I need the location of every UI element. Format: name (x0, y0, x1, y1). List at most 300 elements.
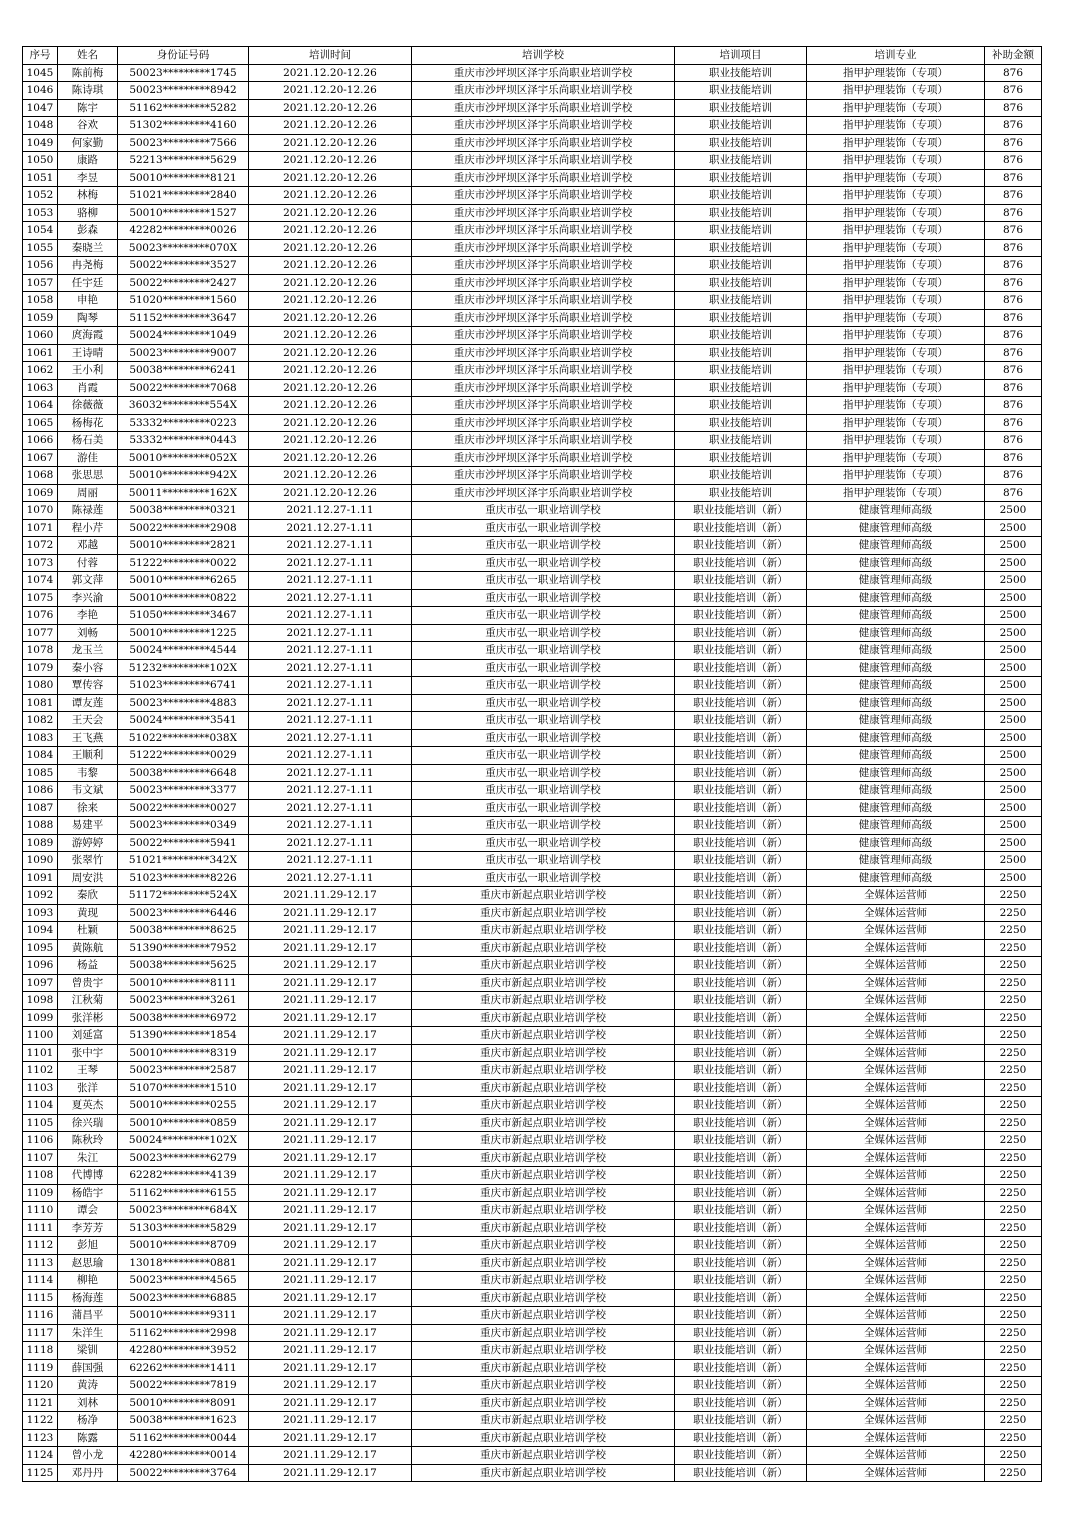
training-major-cell: 全媒体运营师 (807, 1412, 985, 1430)
training-time-cell: 2021.12.20-12.26 (249, 379, 412, 397)
training-time-cell: 2021.12.27-1.11 (249, 694, 412, 712)
id-number-cell: 50023*********2587 (118, 1062, 249, 1080)
training-school-cell: 重庆市新起点职业培训学校 (412, 1079, 675, 1097)
training-school-cell: 重庆市沙坪坝区泽宇乐尚职业培训学校 (412, 484, 675, 502)
training-project-cell: 职业技能培训（新） (675, 747, 807, 765)
subsidy-amount-cell: 2250 (985, 1079, 1042, 1097)
training-major-cell: 全媒体运营师 (807, 1429, 985, 1447)
id-number-cell: 51162*********0044 (118, 1429, 249, 1447)
name-cell: 杨石美 (58, 432, 118, 450)
name-cell: 张思思 (58, 467, 118, 485)
name-cell: 韦黎 (58, 764, 118, 782)
training-time-cell: 2021.12.27-1.11 (249, 712, 412, 730)
training-major-cell: 指甲护理装饰（专项） (807, 414, 985, 432)
subsidy-amount-cell: 2250 (985, 1412, 1042, 1430)
subsidy-amount-cell: 2500 (985, 589, 1042, 607)
name-cell: 朱洋生 (58, 1324, 118, 1342)
name-cell: 任宇廷 (58, 274, 118, 292)
id-number-cell: 51162*********2998 (118, 1324, 249, 1342)
subsidy-amount-cell: 876 (985, 292, 1042, 310)
id-number-cell: 42282*********0026 (118, 222, 249, 240)
subsidy-amount-cell: 2500 (985, 554, 1042, 572)
seq-cell: 1120 (23, 1377, 58, 1395)
training-time-cell: 2021.12.20-12.26 (249, 449, 412, 467)
seq-cell: 1090 (23, 852, 58, 870)
seq-cell: 1065 (23, 414, 58, 432)
subsidy-amount-cell: 2250 (985, 1097, 1042, 1115)
name-cell: 刘延富 (58, 1027, 118, 1045)
training-school-cell: 重庆市新起点职业培训学校 (412, 1377, 675, 1395)
subsidy-amount-cell: 876 (985, 414, 1042, 432)
id-number-cell: 50023*********3377 (118, 782, 249, 800)
training-project-cell: 职业技能培训 (675, 362, 807, 380)
id-number-cell: 50010*********6265 (118, 572, 249, 590)
table-header (23, 47, 1042, 65)
training-school-cell: 重庆市新起点职业培训学校 (412, 1307, 675, 1325)
id-number-cell: 53332*********0223 (118, 414, 249, 432)
training-major-cell: 全媒体运营师 (807, 1044, 985, 1062)
table-row (23, 1289, 1042, 1307)
training-project-cell: 职业技能培训（新） (675, 1324, 807, 1342)
training-project-cell: 职业技能培训（新） (675, 677, 807, 695)
table-row (23, 712, 1042, 730)
training-school-cell: 重庆市新起点职业培训学校 (412, 1219, 675, 1237)
subsidy-amount-cell: 2250 (985, 992, 1042, 1010)
training-project-cell: 职业技能培训（新） (675, 1079, 807, 1097)
training-project-cell: 职业技能培训 (675, 99, 807, 117)
table-row (23, 747, 1042, 765)
training-time-cell: 2021.12.27-1.11 (249, 729, 412, 747)
training-major-cell: 健康管理师高级 (807, 607, 985, 625)
id-number-cell: 51162*********6155 (118, 1184, 249, 1202)
id-number-cell: 50038*********6241 (118, 362, 249, 380)
subsidy-amount-cell: 2250 (985, 1289, 1042, 1307)
name-cell: 梁钏 (58, 1342, 118, 1360)
id-number-cell: 42280*********0014 (118, 1447, 249, 1465)
training-time-cell: 2021.11.29-12.17 (249, 1132, 412, 1150)
training-school-cell: 重庆市弘一职业培训学校 (412, 607, 675, 625)
training-school-cell: 重庆市新起点职业培训学校 (412, 1237, 675, 1255)
table-row (23, 1272, 1042, 1290)
table-row (23, 117, 1042, 135)
training-major-cell: 指甲护理装饰（专项） (807, 187, 985, 205)
subsidy-amount-cell: 2500 (985, 537, 1042, 555)
subsidy-amount-cell: 2250 (985, 904, 1042, 922)
training-school-cell: 重庆市弘一职业培训学校 (412, 589, 675, 607)
id-number-cell: 50023*********6885 (118, 1289, 249, 1307)
seq-cell: 1113 (23, 1254, 58, 1272)
name-cell: 李芳芳 (58, 1219, 118, 1237)
subsidy-amount-cell: 2500 (985, 834, 1042, 852)
subsidy-amount-cell: 2250 (985, 1429, 1042, 1447)
name-cell: 彭森 (58, 222, 118, 240)
seq-cell: 1068 (23, 467, 58, 485)
table-row (23, 257, 1042, 275)
subsidy-amount-cell: 876 (985, 64, 1042, 82)
training-school-cell: 重庆市新起点职业培训学校 (412, 1167, 675, 1185)
table-row (23, 1394, 1042, 1412)
table-row (23, 939, 1042, 957)
table-row (23, 607, 1042, 625)
seq-cell: 1102 (23, 1062, 58, 1080)
table-body (23, 64, 1042, 1482)
table-row (23, 1412, 1042, 1430)
training-school-cell: 重庆市沙坪坝区泽宇乐尚职业培训学校 (412, 134, 675, 152)
training-school-cell: 重庆市弘一职业培训学校 (412, 799, 675, 817)
training-project-cell: 职业技能培训（新） (675, 502, 807, 520)
training-project-cell: 职业技能培训（新） (675, 694, 807, 712)
training-time-cell: 2021.12.20-12.26 (249, 117, 412, 135)
name-cell: 张洋彬 (58, 1009, 118, 1027)
training-school-cell: 重庆市弘一职业培训学校 (412, 642, 675, 660)
id-number-cell: 50011*********162X (118, 484, 249, 502)
training-project-cell: 职业技能培训（新） (675, 869, 807, 887)
training-time-cell: 2021.11.29-12.17 (249, 922, 412, 940)
training-project-cell: 职业技能培训（新） (675, 1272, 807, 1290)
name-cell: 徐来 (58, 799, 118, 817)
training-project-cell: 职业技能培训 (675, 82, 807, 100)
id-number-cell: 51022*********038X (118, 729, 249, 747)
training-school-cell: 重庆市沙坪坝区泽宇乐尚职业培训学校 (412, 82, 675, 100)
training-project-cell: 职业技能培训 (675, 169, 807, 187)
training-time-cell: 2021.11.29-12.17 (249, 957, 412, 975)
training-major-cell: 指甲护理装饰（专项） (807, 309, 985, 327)
name-cell: 陈禄莲 (58, 502, 118, 520)
id-number-cell: 42280*********3952 (118, 1342, 249, 1360)
training-school-cell: 重庆市沙坪坝区泽宇乐尚职业培训学校 (412, 379, 675, 397)
id-number-cell: 51302*********4160 (118, 117, 249, 135)
id-number-cell: 50024*********3541 (118, 712, 249, 730)
training-major-cell: 健康管理师高级 (807, 624, 985, 642)
training-time-cell: 2021.12.27-1.11 (249, 782, 412, 800)
seq-cell: 1056 (23, 257, 58, 275)
name-cell: 秦晓兰 (58, 239, 118, 257)
training-major-cell: 全媒体运营师 (807, 1342, 985, 1360)
seq-cell: 1072 (23, 537, 58, 555)
training-major-cell: 全媒体运营师 (807, 1202, 985, 1220)
training-project-cell: 职业技能培训 (675, 414, 807, 432)
table-row (23, 1149, 1042, 1167)
training-major-cell: 全媒体运营师 (807, 1149, 985, 1167)
training-time-cell: 2021.12.20-12.26 (249, 484, 412, 502)
training-time-cell: 2021.11.29-12.17 (249, 1429, 412, 1447)
training-project-cell: 职业技能培训（新） (675, 1359, 807, 1377)
training-major-cell: 全媒体运营师 (807, 1079, 985, 1097)
id-number-cell: 62262*********1411 (118, 1359, 249, 1377)
training-major-cell: 全媒体运营师 (807, 1184, 985, 1202)
training-project-cell: 职业技能培训 (675, 379, 807, 397)
seq-cell: 1078 (23, 642, 58, 660)
training-project-cell: 职业技能培训（新） (675, 1009, 807, 1027)
table-row (23, 1009, 1042, 1027)
training-time-cell: 2021.12.27-1.11 (249, 764, 412, 782)
id-number-cell: 13018*********0881 (118, 1254, 249, 1272)
id-number-cell: 50023*********8942 (118, 82, 249, 100)
id-number-cell: 51050*********3467 (118, 607, 249, 625)
id-number-cell: 50010*********1527 (118, 204, 249, 222)
training-time-cell: 2021.11.29-12.17 (249, 1377, 412, 1395)
training-time-cell: 2021.12.27-1.11 (249, 572, 412, 590)
training-time-cell: 2021.11.29-12.17 (249, 1289, 412, 1307)
id-number-cell: 50038*********0321 (118, 502, 249, 520)
id-number-cell: 50023*********6446 (118, 904, 249, 922)
training-time-cell: 2021.12.27-1.11 (249, 869, 412, 887)
table-row (23, 467, 1042, 485)
name-cell: 黄陈航 (58, 939, 118, 957)
seq-cell: 1082 (23, 712, 58, 730)
seq-cell: 1057 (23, 274, 58, 292)
table-row (23, 519, 1042, 537)
training-school-cell: 重庆市沙坪坝区泽宇乐尚职业培训学校 (412, 204, 675, 222)
training-school-cell: 重庆市新起点职业培训学校 (412, 904, 675, 922)
name-cell: 何家勤 (58, 134, 118, 152)
training-project-cell: 职业技能培训（新） (675, 1307, 807, 1325)
table-row (23, 292, 1042, 310)
training-time-cell: 2021.12.20-12.26 (249, 222, 412, 240)
training-school-cell: 重庆市沙坪坝区泽宇乐尚职业培训学校 (412, 362, 675, 380)
id-number-cell: 50024*********4544 (118, 642, 249, 660)
seq-cell: 1080 (23, 677, 58, 695)
id-number-cell: 51152*********3647 (118, 309, 249, 327)
id-number-cell: 50010*********052X (118, 449, 249, 467)
training-project-cell: 职业技能培训（新） (675, 1289, 807, 1307)
table-row (23, 869, 1042, 887)
training-time-cell: 2021.12.20-12.26 (249, 152, 412, 170)
name-cell: 彭旭 (58, 1237, 118, 1255)
table-row (23, 432, 1042, 450)
name-cell: 王天会 (58, 712, 118, 730)
seq-cell: 1054 (23, 222, 58, 240)
id-number-cell: 50023*********3261 (118, 992, 249, 1010)
training-major-cell: 健康管理师高级 (807, 712, 985, 730)
training-project-cell: 职业技能培训（新） (675, 712, 807, 730)
seq-cell: 1070 (23, 502, 58, 520)
subsidy-amount-cell: 2500 (985, 502, 1042, 520)
training-project-cell: 职业技能培训（新） (675, 1062, 807, 1080)
seq-cell: 1123 (23, 1429, 58, 1447)
id-number-cell: 36032*********554X (118, 397, 249, 415)
training-time-cell: 2021.11.29-12.17 (249, 887, 412, 905)
name-cell: 李艳 (58, 607, 118, 625)
training-project-cell: 职业技能培训（新） (675, 572, 807, 590)
training-major-cell: 指甲护理装饰（专项） (807, 484, 985, 502)
training-major-cell: 指甲护理装饰（专项） (807, 449, 985, 467)
id-number-cell: 50023*********4565 (118, 1272, 249, 1290)
subsidy-amount-cell: 2250 (985, 922, 1042, 940)
name-cell: 江秋菊 (58, 992, 118, 1010)
training-school-cell: 重庆市弘一职业培训学校 (412, 624, 675, 642)
subsidy-amount-cell: 876 (985, 327, 1042, 345)
table-row (23, 1167, 1042, 1185)
seq-cell: 1075 (23, 589, 58, 607)
subsidy-amount-cell: 876 (985, 467, 1042, 485)
subsidy-amount-cell: 2500 (985, 747, 1042, 765)
table-row (23, 1132, 1042, 1150)
subsidy-amount-cell: 2500 (985, 729, 1042, 747)
name-cell: 林梅 (58, 187, 118, 205)
subsidy-amount-cell: 2250 (985, 957, 1042, 975)
table-row (23, 344, 1042, 362)
training-major-cell: 全媒体运营师 (807, 939, 985, 957)
table-row (23, 554, 1042, 572)
name-cell: 秦小容 (58, 659, 118, 677)
training-project-cell: 职业技能培训（新） (675, 764, 807, 782)
id-number-cell: 50023*********7566 (118, 134, 249, 152)
training-major-cell: 健康管理师高级 (807, 589, 985, 607)
column-header-training-project: 培训项目 (675, 47, 807, 65)
training-school-cell: 重庆市新起点职业培训学校 (412, 1184, 675, 1202)
training-school-cell: 重庆市沙坪坝区泽宇乐尚职业培训学校 (412, 222, 675, 240)
training-time-cell: 2021.12.27-1.11 (249, 817, 412, 835)
training-project-cell: 职业技能培训（新） (675, 1114, 807, 1132)
training-project-cell: 职业技能培训 (675, 134, 807, 152)
training-school-cell: 重庆市新起点职业培训学校 (412, 939, 675, 957)
subsidy-amount-cell: 2500 (985, 782, 1042, 800)
table-row (23, 817, 1042, 835)
training-time-cell: 2021.11.29-12.17 (249, 904, 412, 922)
training-time-cell: 2021.11.29-12.17 (249, 1254, 412, 1272)
training-project-cell: 职业技能培训（新） (675, 659, 807, 677)
training-major-cell: 指甲护理装饰（专项） (807, 327, 985, 345)
training-major-cell: 健康管理师高级 (807, 572, 985, 590)
table-row (23, 414, 1042, 432)
column-header-subsidy-amount: 补助金额 (985, 47, 1042, 65)
training-major-cell: 全媒体运营师 (807, 1447, 985, 1465)
seq-cell: 1107 (23, 1149, 58, 1167)
training-project-cell: 职业技能培训（新） (675, 852, 807, 870)
training-project-cell: 职业技能培训（新） (675, 1429, 807, 1447)
subsidy-amount-cell: 2250 (985, 1307, 1042, 1325)
training-major-cell: 健康管理师高级 (807, 502, 985, 520)
training-school-cell: 重庆市沙坪坝区泽宇乐尚职业培训学校 (412, 239, 675, 257)
subsidy-amount-cell: 876 (985, 449, 1042, 467)
training-school-cell: 重庆市弘一职业培训学校 (412, 572, 675, 590)
training-project-cell: 职业技能培训（新） (675, 799, 807, 817)
training-school-cell: 重庆市新起点职业培训学校 (412, 1132, 675, 1150)
name-cell: 王小利 (58, 362, 118, 380)
training-project-cell: 职业技能培训（新） (675, 1342, 807, 1360)
seq-cell: 1088 (23, 817, 58, 835)
table-row (23, 659, 1042, 677)
subsidy-amount-cell: 876 (985, 397, 1042, 415)
name-cell: 柳艳 (58, 1272, 118, 1290)
subsidy-amount-cell: 876 (985, 222, 1042, 240)
seq-cell: 1058 (23, 292, 58, 310)
name-cell: 肖霞 (58, 379, 118, 397)
seq-cell: 1118 (23, 1342, 58, 1360)
subsidy-amount-cell: 2250 (985, 1202, 1042, 1220)
training-project-cell: 职业技能培训（新） (675, 974, 807, 992)
table-row (23, 1237, 1042, 1255)
name-cell: 郭文萍 (58, 572, 118, 590)
training-time-cell: 2021.12.27-1.11 (249, 554, 412, 572)
id-number-cell: 50022*********2908 (118, 519, 249, 537)
training-major-cell: 全媒体运营师 (807, 1097, 985, 1115)
name-cell: 王琴 (58, 1062, 118, 1080)
training-project-cell: 职业技能培训 (675, 327, 807, 345)
training-school-cell: 重庆市弘一职业培训学校 (412, 537, 675, 555)
training-time-cell: 2021.11.29-12.17 (249, 1394, 412, 1412)
name-cell: 陈宇 (58, 99, 118, 117)
training-project-cell: 职业技能培训（新） (675, 817, 807, 835)
subsidy-amount-cell: 2500 (985, 764, 1042, 782)
seq-cell: 1100 (23, 1027, 58, 1045)
training-time-cell: 2021.12.27-1.11 (249, 537, 412, 555)
seq-cell: 1105 (23, 1114, 58, 1132)
subsidy-amount-cell: 2250 (985, 1184, 1042, 1202)
id-number-cell: 50023*********0349 (118, 817, 249, 835)
id-number-cell: 50010*********2821 (118, 537, 249, 555)
name-cell: 赵思瑜 (58, 1254, 118, 1272)
name-cell: 程小芹 (58, 519, 118, 537)
seq-cell: 1122 (23, 1412, 58, 1430)
table-row (23, 187, 1042, 205)
id-number-cell: 50010*********8709 (118, 1237, 249, 1255)
column-header-training-time: 培训时间 (249, 47, 412, 65)
training-project-cell: 职业技能培训 (675, 274, 807, 292)
seq-cell: 1096 (23, 957, 58, 975)
subsidy-amount-cell: 876 (985, 169, 1042, 187)
training-time-cell: 2021.12.20-12.26 (249, 134, 412, 152)
name-cell: 曾小龙 (58, 1447, 118, 1465)
seq-cell: 1092 (23, 887, 58, 905)
subsidy-amount-cell: 2250 (985, 1219, 1042, 1237)
training-major-cell: 健康管理师高级 (807, 799, 985, 817)
training-school-cell: 重庆市新起点职业培训学校 (412, 1429, 675, 1447)
training-time-cell: 2021.11.29-12.17 (249, 1237, 412, 1255)
training-school-cell: 重庆市新起点职业培训学校 (412, 1394, 675, 1412)
training-time-cell: 2021.12.20-12.26 (249, 292, 412, 310)
name-cell: 陈秋玲 (58, 1132, 118, 1150)
training-school-cell: 重庆市新起点职业培训学校 (412, 1342, 675, 1360)
training-major-cell: 指甲护理装饰（专项） (807, 64, 985, 82)
table-row (23, 1359, 1042, 1377)
name-cell: 杨皓宇 (58, 1184, 118, 1202)
training-school-cell: 重庆市弘一职业培训学校 (412, 834, 675, 852)
training-time-cell: 2021.12.27-1.11 (249, 747, 412, 765)
seq-cell: 1124 (23, 1447, 58, 1465)
training-school-cell: 重庆市弘一职业培训学校 (412, 519, 675, 537)
subsidy-amount-cell: 876 (985, 239, 1042, 257)
training-time-cell: 2021.11.29-12.17 (249, 939, 412, 957)
table-row (23, 852, 1042, 870)
subsidy-amount-cell: 876 (985, 344, 1042, 362)
subsidy-amount-cell: 2250 (985, 1254, 1042, 1272)
training-school-cell: 重庆市新起点职业培训学校 (412, 1324, 675, 1342)
table-row (23, 1202, 1042, 1220)
training-school-cell: 重庆市弘一职业培训学校 (412, 869, 675, 887)
training-project-cell: 职业技能培训（新） (675, 1097, 807, 1115)
training-school-cell: 重庆市弘一职业培训学校 (412, 659, 675, 677)
name-cell: 陶琴 (58, 309, 118, 327)
subsidy-amount-cell: 876 (985, 309, 1042, 327)
training-time-cell: 2021.11.29-12.17 (249, 1464, 412, 1482)
subsidy-amount-cell: 876 (985, 274, 1042, 292)
id-number-cell: 51232*********102X (118, 659, 249, 677)
subsidy-amount-cell: 2250 (985, 1342, 1042, 1360)
subsidy-amount-cell: 2500 (985, 659, 1042, 677)
name-cell: 谭友莲 (58, 694, 118, 712)
table-row (23, 642, 1042, 660)
id-number-cell: 50010*********8121 (118, 169, 249, 187)
training-major-cell: 全媒体运营师 (807, 957, 985, 975)
training-project-cell: 职业技能培训（新） (675, 939, 807, 957)
training-project-cell: 职业技能培训（新） (675, 1219, 807, 1237)
training-major-cell: 指甲护理装饰（专项） (807, 239, 985, 257)
training-time-cell: 2021.12.20-12.26 (249, 187, 412, 205)
training-major-cell: 全媒体运营师 (807, 1254, 985, 1272)
training-school-cell: 重庆市弘一职业培训学校 (412, 817, 675, 835)
